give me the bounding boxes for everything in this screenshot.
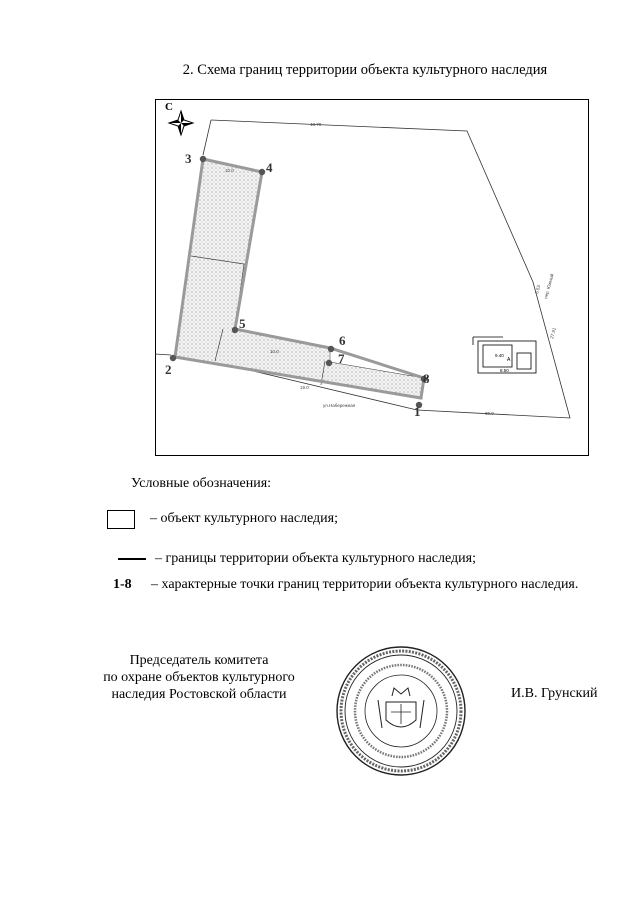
svg-text:А: А (507, 357, 511, 363)
svg-text:8.50: 8.50 (500, 368, 509, 373)
legend-boundary-text: – границы территории объекта культурного наследия; (155, 551, 476, 566)
point-4-marker (259, 169, 265, 175)
north-label: С (165, 101, 173, 113)
legend-object-text: – объект культурного наследия; (150, 511, 338, 526)
point-7-label: 7 (338, 351, 345, 366)
dimension-label: 10.0 (225, 168, 234, 173)
point-2-marker (170, 355, 176, 361)
point-5-label: 5 (239, 316, 246, 331)
street-label: пер. Южный (543, 273, 555, 300)
svg-text:9.40: 9.40 (495, 353, 504, 358)
dimension-label: 48.70 (310, 122, 322, 127)
document-title: 2. Схема границ территории объекта культурного наследия (182, 62, 548, 78)
dimension-label: 27.91 (549, 327, 557, 340)
point-6-marker (328, 346, 334, 352)
dimension-label: 19.0 (300, 385, 309, 390)
point-8-label: 8 (423, 371, 430, 386)
legend-object-symbol (107, 510, 135, 529)
official-seal-icon (334, 644, 468, 778)
dimension-label: 10.0 (270, 349, 279, 354)
point-3-marker (200, 156, 206, 162)
dimension-label: 30.0 (485, 411, 494, 416)
signatory-name: И.В. Грунский (511, 686, 598, 701)
legend-points-code: 1-8 (113, 577, 132, 592)
point-6-label: 6 (339, 333, 346, 348)
boundary-scheme-map (155, 99, 589, 456)
dimension-label: 5.53 (534, 284, 542, 295)
legend-title: Условные обозначения: (131, 476, 272, 491)
point-2-label: 2 (165, 362, 172, 377)
street-label: ул.Набережная (323, 403, 356, 408)
point-4-label: 4 (266, 160, 273, 175)
point-3-label: 3 (185, 151, 192, 166)
point-5-marker (232, 327, 238, 333)
point-7-marker (326, 360, 332, 366)
legend-boundary-line-symbol (118, 558, 146, 560)
legend-points-text: – характерные точки границ территории объекта культурного наследия. (151, 577, 579, 592)
signatory-position: Председатель комитета по охране объектов культурного наследия Ростовской области (103, 653, 295, 702)
point-1-label: 1 (414, 404, 421, 419)
